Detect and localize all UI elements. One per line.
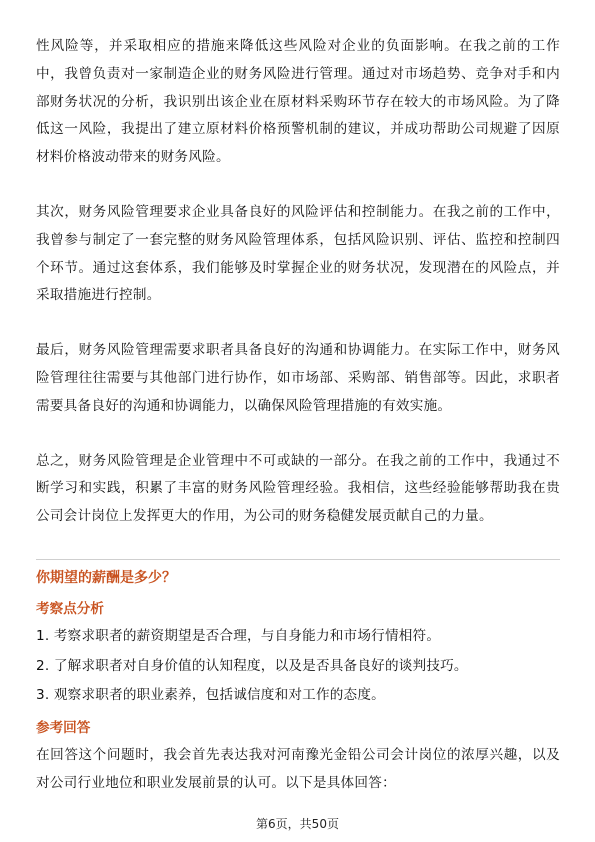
body-text bbox=[36, 33, 560, 531]
analysis-list bbox=[36, 622, 560, 711]
page-number: 第6页，共50页 bbox=[256, 817, 339, 831]
question-title: 你期望的薪酬是多少？ bbox=[36, 570, 176, 586]
analysis-heading: 考察点分析 bbox=[36, 601, 104, 617]
paragraph-summary: 总之，财务风险管理是企业管理中不可或缺的一部分。在我之前的工作中，我通过不断学习和实践，积累了丰富的财务风险管理经验。我相信，这些经验能够帮助我在贵公司会计岗位上发挥更大的作用，为公司的财务稳健发展贡献自己的力量。 bbox=[36, 452, 560, 525]
paragraph-risk-intro: 性风险等，并采取相应的措施来降低这些风险对企业的负面影响。在我之前的工作中，我曾负责对一家制造企业的财务风险进行管理。通过对市场趋势、竞争对手和内部财务状况的分析，我识别出该企业在原材料采购环节存在较大的市场风险。为了降低这一风险，我提出了建立原材料价格预警机制的建议，并成功帮助公司规避了因原材料价格波动带来的财务风险。 bbox=[36, 38, 560, 166]
answer-heading: 参考回答 bbox=[36, 720, 91, 736]
paragraph-communication: 最后，财务风险管理需要求职者具备良好的沟通和协调能力。在实际工作中，财务风险管理往往需要与其他部门进行协作，如市场部、采购部、销售部等。因此，求职者需要具备良好的沟通和协调能力，以确保风险管理措施的有效实施。 bbox=[36, 342, 560, 414]
analysis-item: 3. 观察求职者的职业素养，包括诚信度和对工作的态度。 bbox=[36, 687, 385, 703]
analysis-item: 2. 了解求职者对自身价值的认知程度，以及是否具备良好的谈判技巧。 bbox=[36, 657, 468, 674]
section-divider bbox=[36, 559, 560, 560]
answer-text: 在回答这个问题时，我会首先表达我对河南豫光金铅公司会计岗位的浓厚兴趣，以及对公司行业地位和职业发展前景的认可。以下是具体回答： bbox=[36, 747, 560, 791]
paragraph-risk-assessment: 其次，财务风险管理要求企业具备良好的风险评估和控制能力。在我之前的工作中，我曾参与制定了一套完整的财务风险管理体系，包括风险识别、评估、监控和控制四个环节。通过这套体系，我们能够及时掌握企业的财务状况，发现潜在的风险点，并采取措施进行控制。 bbox=[36, 203, 560, 304]
analysis-item: 1. 考察求职者的薪资期望是否合理，与自身能力和市场行情相符。 bbox=[36, 628, 441, 644]
